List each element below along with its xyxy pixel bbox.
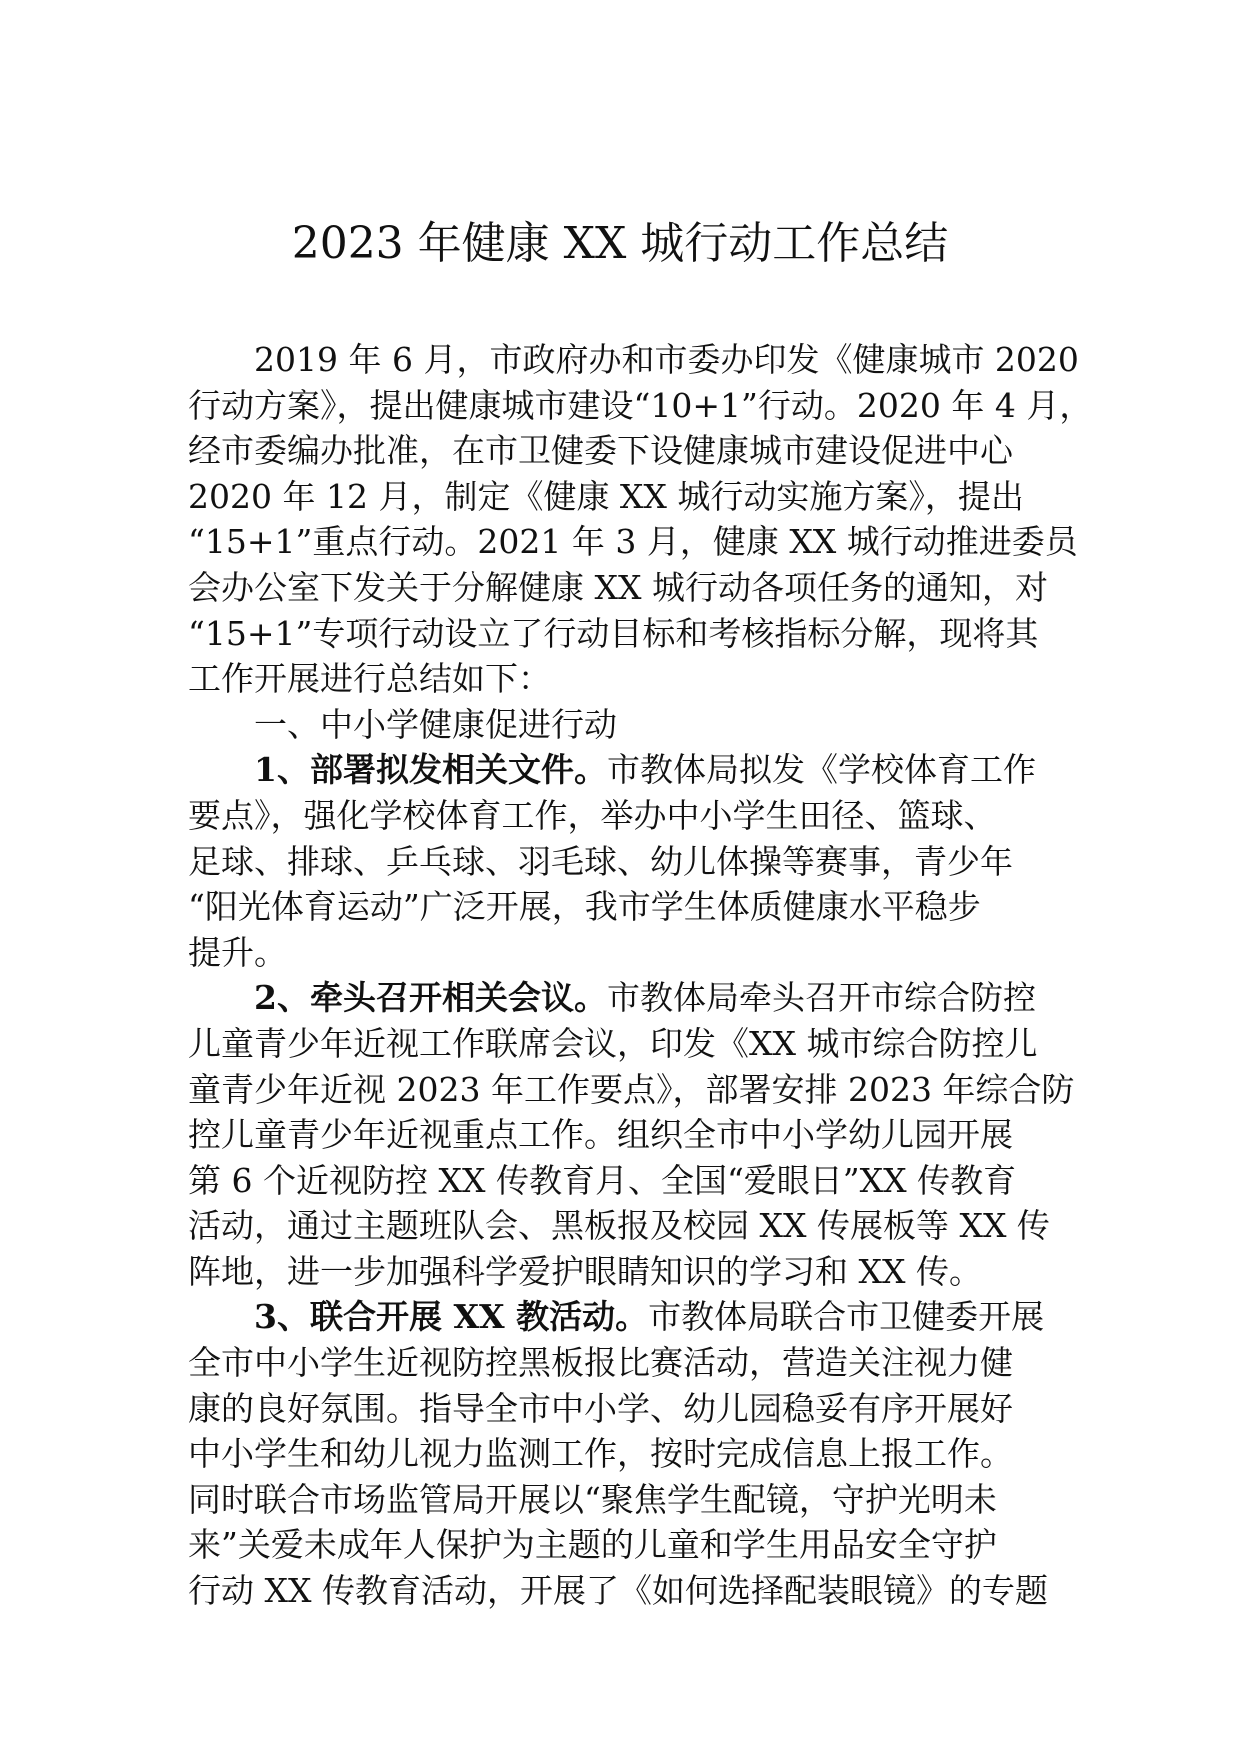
line-text: “阳光体育运动”广泛开展，我市学生体质健康水平稳步 <box>188 887 981 927</box>
text-line <box>188 474 1056 520</box>
text-line <box>188 656 1056 702</box>
line-text: 会办公室下发关于分解健康 XX 城行动各项任务的通知，对 <box>188 567 1048 607</box>
text-line <box>188 747 1056 793</box>
line-text: “15+1”重点行动。2021 年 3 月，健康 XX 城行动推进委员 <box>188 522 1078 562</box>
line-text: 阵地，进一步加强科学爱护眼睛知识的学习和 XX 传。 <box>188 1251 982 1291</box>
line-text: “15+1”专项行动设立了行动目标和考核指标分解，现将其 <box>188 613 1039 653</box>
line-text: 市教体局联合市卫健委开展 <box>648 1297 1045 1337</box>
line-text: 足球、排球、乒乓球、羽毛球、幼儿体操等赛事，青少年 <box>188 841 1013 881</box>
line-text: 全市中小学生近视防控黑板报比赛活动，营造关注视力健 <box>188 1343 1013 1383</box>
bold-heading: 2、牵头召开相关会议。 <box>254 978 607 1018</box>
text-line <box>188 1522 1056 1568</box>
text-line <box>188 1568 1056 1614</box>
line-text: 活动，通过主题班队会、黑板报及校园 XX 传展板等 XX 传 <box>188 1206 1050 1246</box>
text-line <box>188 839 1056 885</box>
line-text: 2019 年 6 月，市政府办和市委办印发《健康城市 2020 <box>254 340 1079 379</box>
text-line <box>188 1158 1056 1204</box>
line-text: 工作开展进行总结如下： <box>188 659 551 699</box>
text-line <box>188 884 1056 930</box>
text-line <box>188 1386 1056 1432</box>
text-line <box>188 1021 1056 1067</box>
text-line <box>188 930 1056 976</box>
line-text: 行动 XX 传教育活动，开展了《如何选择配装眼镜》的专题 <box>188 1571 1048 1611</box>
bold-heading: 1、部署拟发相关文件。 <box>254 750 607 790</box>
line-text: 童青少年近视 2023 年工作要点》，部署安排 2023 年综合防 <box>188 1069 1075 1109</box>
line-text: 要点》，强化学校体育工作，举办中小学生田径、篮球、 <box>188 795 997 835</box>
text-line <box>188 383 1093 429</box>
text-line <box>188 519 1078 565</box>
text-line <box>188 1112 1056 1158</box>
text-line <box>188 1249 1056 1295</box>
line-text: 康的良好氛围。指导全市中小学、幼儿园稳妥有序开展好 <box>188 1388 1013 1428</box>
line-text: 行动方案》，提出健康城市建设“10+1”行动。2020 年 4 月， <box>188 385 1093 425</box>
bold-heading: 3、联合开展 XX 教活动。 <box>254 1297 649 1337</box>
line-text: 中小学生和幼儿视力监测工作，按时完成信息上报工作。 <box>188 1434 1013 1474</box>
text-line <box>188 975 1056 1021</box>
line-text: 来”关爱未成年人保护为主题的儿童和学生用品安全守护 <box>188 1525 997 1565</box>
line-text: 第 6 个近视防控 XX 传教育月、全国“爱眼日”XX 传教育 <box>188 1160 1017 1200</box>
line-text: 一、中小学健康促进行动 <box>254 704 617 744</box>
text-line <box>188 1203 1056 1249</box>
line-text: 市教体局拟发《学校体育工作 <box>606 750 1036 790</box>
line-text: 控儿童青少年近视重点工作。组织全市中小学幼儿园开展 <box>188 1115 1013 1155</box>
line-text: 经市委编办批准，在市卫健委下设健康城市建设促进中心 <box>188 431 1013 471</box>
line-text: 同时联合市场监管局开展以“聚焦学生配镜，守护光明未 <box>188 1479 997 1519</box>
line-text: 提升。 <box>188 932 287 972</box>
text-line <box>188 1477 1056 1523</box>
text-line <box>188 428 1056 474</box>
text-line <box>188 702 1056 748</box>
text-line <box>188 611 1056 657</box>
text-line <box>188 1067 1075 1113</box>
document-title: 2023 年健康 XX 城行动工作总结 <box>291 218 949 269</box>
text-line <box>188 1340 1056 1386</box>
text-line <box>188 337 1079 383</box>
line-text: 儿童青少年近视工作联席会议，印发《XX 城市综合防控儿 <box>188 1023 1038 1063</box>
line-text: 2020 年 12 月，制定《健康 XX 城行动实施方案》，提出 <box>188 476 1024 516</box>
text-line <box>188 565 1056 611</box>
text-line <box>188 1294 1056 1340</box>
text-line <box>188 793 1056 839</box>
line-text: 市教体局牵头召开市综合防控 <box>606 978 1036 1018</box>
text-line <box>188 1431 1056 1477</box>
document-body <box>188 337 1093 1614</box>
